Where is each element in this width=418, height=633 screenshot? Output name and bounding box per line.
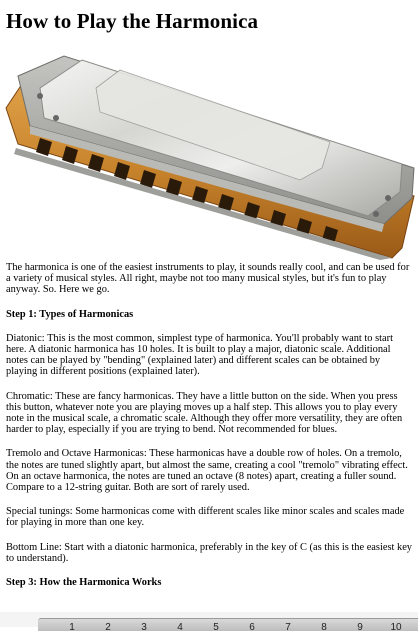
hole-number: 7 bbox=[285, 622, 291, 633]
paragraph-special-tunings: Special tunings: Some harmonicas come with different scales like minor scales and scales made for playing in more than one key. bbox=[6, 506, 405, 529]
article-body bbox=[6, 262, 412, 601]
hole-number: 10 bbox=[390, 622, 402, 633]
hole-number: 6 bbox=[249, 622, 255, 633]
hole-number: 2 bbox=[105, 622, 111, 633]
hole-number: 3 bbox=[141, 622, 147, 633]
hole-number: 5 bbox=[213, 622, 219, 633]
paragraph-bottom-line: Bottom Line: Start with a diatonic harmonica, preferably in the key of C (as this is the easiest key to understand). bbox=[6, 541, 412, 564]
hole-number: 8 bbox=[321, 622, 327, 633]
paragraph-chromatic: Chromatic: These are fancy harmonicas. They have a little button on the side. When you press this button, whatever note you are playing moves up a half step. This allows you to play every note in the musical scale, a chromatic scale. Although they offer more versatility, they are often harder to play, especially if you are trying to bend. Not recommended for blues. bbox=[6, 390, 403, 436]
step-heading: Step 3: How the Harmonica Works bbox=[6, 577, 162, 589]
harmonica-diagram-image bbox=[0, 612, 418, 633]
harmonica-image bbox=[0, 48, 418, 260]
page-title: How to Play the Harmonica bbox=[6, 9, 259, 33]
hole-number: 1 bbox=[69, 622, 75, 633]
intro-paragraph: The harmonica is one of the easiest instruments to play, it sounds really cool, and can be used for a variety of musical styles. All right, maybe not too many musical styles, but it's fun to play anyway. So. Here we go. bbox=[6, 262, 410, 296]
harmonica-comb bbox=[38, 618, 418, 631]
hole-number: 4 bbox=[177, 622, 183, 633]
step-heading: Step 1: Types of Harmonicas bbox=[6, 308, 134, 320]
paragraph-diatonic: Diatonic: This is the most common, simplest type of harmonica. You'll probably want to start here. A diatonic harmonica has 10 holes. It is built to play a major, diatonic scale. Additional notes can be played by "bending" (explained later) and different scales can be obtained by playing in different positions (explained later). bbox=[6, 332, 393, 378]
hole-number: 9 bbox=[357, 622, 363, 633]
paragraph-tremolo-octave: Tremolo and Octave Harmonicas: These harmonicas have a double row of holes. On a tremolo, the notes are tuned slightly apart, but almost the same, creating a cool "tremolo" vibrating effect. On an octave harmonica, the notes are tuned an octave (8 notes) apart, creating a fuller sound. Compare to a 12-string guitar. Both are sort of rarely used. bbox=[6, 448, 408, 494]
